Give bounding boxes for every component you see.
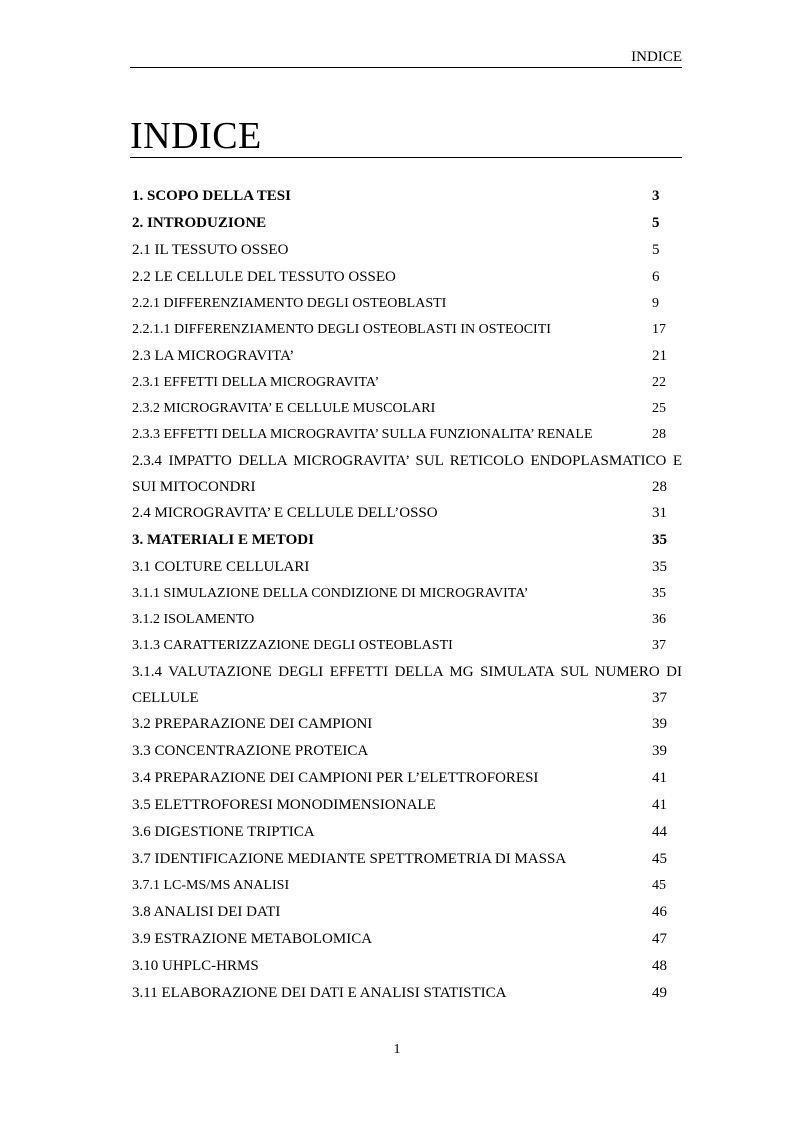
table-of-contents xyxy=(132,184,682,1008)
toc-entry[interactable] xyxy=(132,211,682,238)
toc-entry-title: 3.6 DIGESTIONE TRIPTICA xyxy=(132,824,315,840)
toc-entry-title: 3.11 ELABORAZIONE DEI DATI E ANALISI STATISTICA xyxy=(132,985,507,1001)
toc-entry[interactable] xyxy=(132,712,682,739)
toc-entry-page: 44 xyxy=(652,824,667,840)
toc-entry-page: 45 xyxy=(652,878,666,893)
toc-entry-page: 47 xyxy=(652,931,667,947)
toc-entry-title: 3.3 CONCENTRAZIONE PROTEICA xyxy=(132,743,369,759)
toc-entry-page: 31 xyxy=(652,505,667,521)
toc-entry[interactable] xyxy=(132,449,682,501)
toc-entry-title: 2.3.3 EFFETTI DELLA MICROGRAVITA’ SULLA FUNZIONALITA’ RENALE xyxy=(132,427,593,442)
toc-entry[interactable] xyxy=(132,981,682,1008)
toc-entry[interactable] xyxy=(132,555,682,582)
toc-entry-page: 35 xyxy=(652,532,667,548)
toc-entry-title: 2. INTRODUZIONE xyxy=(132,215,267,231)
toc-entry[interactable] xyxy=(132,820,682,847)
toc-entry-page: 37 xyxy=(652,638,666,653)
toc-entry-title: 2.3.2 MICROGRAVITA’ E CELLULE MUSCOLARI xyxy=(132,401,436,416)
toc-entry[interactable] xyxy=(132,900,682,927)
toc-entry-page: 5 xyxy=(652,215,660,231)
toc-entry-page: 25 xyxy=(652,401,666,416)
toc-entry[interactable] xyxy=(132,371,682,397)
toc-entry-page: 9 xyxy=(652,296,659,311)
toc-entry-title-continued: SUI MITOCONDRI xyxy=(132,479,256,495)
toc-entry-page: 39 xyxy=(652,743,667,759)
toc-entry[interactable] xyxy=(132,238,682,265)
toc-entry-title: 2.3 LA MICROGRAVITA’ xyxy=(132,348,295,364)
toc-entry[interactable] xyxy=(132,582,682,608)
toc-entry[interactable] xyxy=(132,318,682,344)
toc-entry-title: 3.10 UHPLC-HRMS xyxy=(132,958,259,974)
toc-entry[interactable] xyxy=(132,739,682,766)
toc-entry[interactable] xyxy=(132,634,682,660)
toc-entry[interactable] xyxy=(132,501,682,528)
toc-entry-page: 28 xyxy=(652,427,666,442)
toc-entry[interactable] xyxy=(132,874,682,900)
toc-entry-title: 3.8 ANALISI DEI DATI xyxy=(132,904,281,920)
header-rule xyxy=(130,67,682,68)
toc-entry-page: 21 xyxy=(652,348,667,364)
toc-entry[interactable] xyxy=(132,292,682,318)
toc-entry-page: 48 xyxy=(652,958,667,974)
toc-entry-page: 35 xyxy=(652,559,667,575)
toc-entry-page: 6 xyxy=(652,269,660,285)
toc-entry-page: 3 xyxy=(652,188,660,204)
toc-entry-title: 3.9 ESTRAZIONE METABOLOMICA xyxy=(132,931,373,947)
toc-entry-title: 1. SCOPO DELLA TESI xyxy=(132,188,291,204)
toc-entry[interactable] xyxy=(132,184,682,211)
page-number: 1 xyxy=(393,1042,401,1057)
title-rule xyxy=(130,157,682,158)
toc-entry-title: 2.2 LE CELLULE DEL TESSUTO OSSEO xyxy=(132,269,396,285)
toc-entry-title: 2.1 IL TESSUTO OSSEO xyxy=(132,242,289,258)
toc-entry-title: 3. MATERIALI E METODI xyxy=(132,532,314,548)
toc-entry-page: 5 xyxy=(652,242,660,258)
toc-entry-page: 36 xyxy=(652,612,666,627)
toc-entry-page: 41 xyxy=(652,797,667,813)
toc-entry-page: 41 xyxy=(652,770,667,786)
toc-entry-title: 3.1.4 VALUTAZIONE DEGLI EFFETTI DELLA MG SIMULATA SUL NUMERO DI xyxy=(132,664,682,680)
toc-entry-title: 3.1.1 SIMULAZIONE DELLA CONDIZIONE DI MICROGRAVITA’ xyxy=(132,586,529,601)
toc-entry-title: 3.1 COLTURE CELLULARI xyxy=(132,559,310,575)
toc-entry-title: 2.3.1 EFFETTI DELLA MICROGRAVITA’ xyxy=(132,375,380,390)
toc-entry[interactable] xyxy=(132,766,682,793)
toc-entry-title: 3.2 PREPARAZIONE DEI CAMPIONI xyxy=(132,716,373,732)
toc-entry-page: 22 xyxy=(652,375,666,390)
toc-entry-title: 2.2.1.1 DIFFERENZIAMENTO DEGLI OSTEOBLASTI IN OSTEOCITI xyxy=(132,322,551,337)
toc-entry[interactable] xyxy=(132,847,682,874)
running-header: INDICE xyxy=(631,49,682,65)
toc-entry[interactable] xyxy=(132,265,682,292)
toc-entry-page: 45 xyxy=(652,851,667,867)
toc-entry-title: 3.1.2 ISOLAMENTO xyxy=(132,612,255,627)
toc-entry-page: 49 xyxy=(652,985,667,1001)
toc-entry[interactable] xyxy=(132,344,682,371)
toc-entry[interactable] xyxy=(132,927,682,954)
toc-entry-title: 2.3.4 IMPATTO DELLA MICROGRAVITA’ SUL RETICOLO ENDOPLASMATICO E xyxy=(132,453,682,469)
toc-entry-title: 3.4 PREPARAZIONE DEI CAMPIONI PER L’ELETTROFORESI xyxy=(132,770,539,786)
toc-entry[interactable] xyxy=(132,660,682,712)
toc-entry[interactable] xyxy=(132,793,682,820)
toc-entry-title: 3.7.1 LC-MS/MS ANALISI xyxy=(132,878,290,893)
page-title: INDICE xyxy=(130,115,262,157)
toc-entry-title: 3.5 ELETTROFORESI MONODIMENSIONALE xyxy=(132,797,436,813)
toc-entry-title: 3.7 IDENTIFICAZIONE MEDIANTE SPETTROMETRIA DI MASSA xyxy=(132,851,567,867)
toc-entry[interactable] xyxy=(132,954,682,981)
toc-entry[interactable] xyxy=(132,423,682,449)
toc-entry-page: 17 xyxy=(652,322,666,337)
toc-entry[interactable] xyxy=(132,528,682,555)
toc-entry-title: 2.4 MICROGRAVITA’ E CELLULE DELL’OSSO xyxy=(132,505,438,521)
toc-entry-title-continued: CELLULE xyxy=(132,690,199,706)
toc-entry-page: 39 xyxy=(652,716,667,732)
toc-entry-page: 35 xyxy=(652,586,666,601)
toc-entry[interactable] xyxy=(132,608,682,634)
toc-entry-page: 28 xyxy=(652,479,667,495)
toc-entry-title: 2.2.1 DIFFERENZIAMENTO DEGLI OSTEOBLASTI xyxy=(132,296,447,311)
toc-entry-page: 37 xyxy=(652,690,667,706)
toc-entry[interactable] xyxy=(132,397,682,423)
toc-entry-page: 46 xyxy=(652,904,667,920)
toc-entry-title: 3.1.3 CARATTERIZZAZIONE DEGLI OSTEOBLASTI xyxy=(132,638,453,653)
